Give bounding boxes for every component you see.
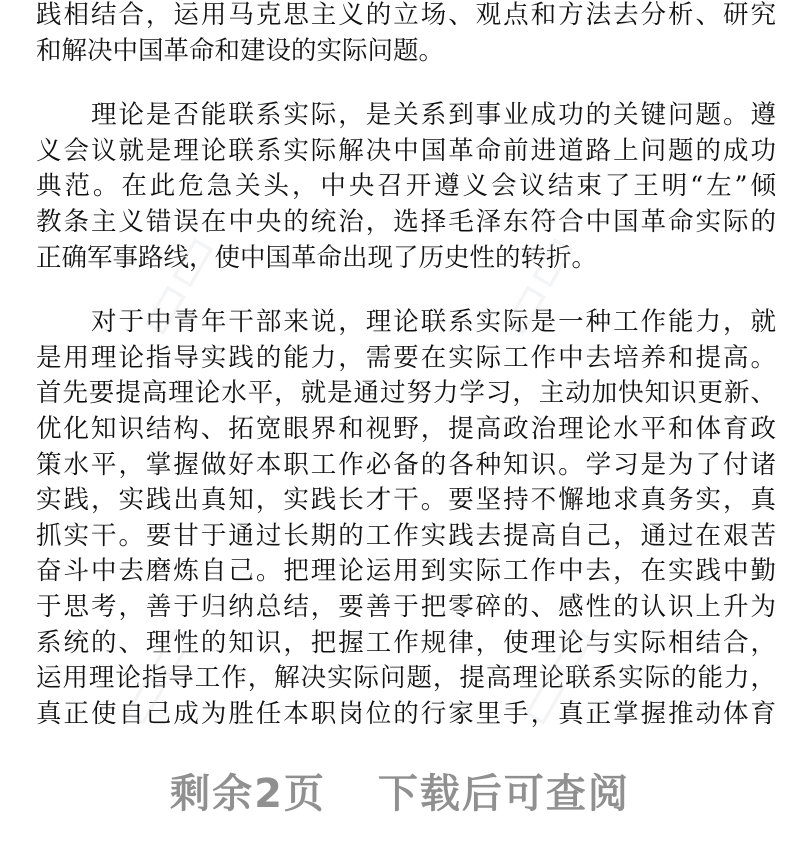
watermark: ▭▭: [97, 609, 212, 739]
text-line: 和解决中国革命和建设的实际问题。: [36, 35, 445, 66]
paragraph-gap: [36, 276, 776, 305]
text-line: 正确军事路线，使中国革命出现了历史性的转折。: [36, 242, 598, 273]
text-line: 策水平，掌握做好本职工作必备的各种知识。学习是为了付诸: [36, 449, 776, 480]
text-line: 优化知识结构、拓宽眼界和视野，提高政治理论水平和体育政: [36, 413, 776, 444]
text-line: 运用理论指导工作，解决实际问题，提高理论联系实际的能力，: [36, 663, 776, 694]
watermark: ▭▭: [477, 219, 592, 349]
text-line: 是用理论指导实践的能力，需要在实际工作中去培养和提高。: [36, 342, 776, 373]
paragraph-gap: [36, 69, 776, 98]
text-line: 理论是否能联系实际，是关系到事业成功的关键问题。遵: [36, 100, 776, 131]
text-line: 系统的、理性的知识，把握工作规律，使理论与实际相结合，: [36, 627, 776, 658]
remaining-pages-label: 剩余2页: [170, 771, 326, 817]
text-line: 典范。在此危急关头，中央召开遵义会议结束了王明“左”倾: [36, 171, 776, 202]
text-line: 实践，实践出真知，实践长才干。要坚持不懈地求真务实，真: [36, 485, 776, 516]
text-line: 对于中青年干部来说，理论联系实际是一种工作能力，就: [36, 307, 776, 338]
document-body: [36, 0, 776, 732]
text-line: 真正使自己成为胜任本职岗位的行家里手，真正掌握推动体育: [36, 698, 776, 729]
text-line: 抓实干。要甘于通过长期的工作实践去提高自己，通过在艰苦: [36, 520, 776, 551]
text-line: 于思考，善于归纳总结，要善于把零碎的、感性的认识上升为: [36, 591, 776, 622]
text-line: 奋斗中去磨炼自己。把理论运用到实际工作中去，在实践中勤: [36, 556, 776, 587]
watermark: ▭▭: [497, 609, 612, 739]
download-prompt[interactable]: [0, 762, 800, 819]
watermark: ▭▭: [117, 219, 232, 349]
text-line: 践相结合，运用马克思主义的立场、观点和方法去分析、研究: [36, 0, 776, 30]
text-line: 教条主义错误在中央的统治，选择毛泽东符合中国革命实际的: [36, 206, 776, 237]
text-line: 义会议就是理论联系实际解决中国革命前进道路上问题的成功: [36, 135, 776, 166]
text-line: 首先要提高理论水平，就是通过努力学习，主动加快知识更新、: [36, 378, 776, 409]
download-to-view-label: 下载后可查阅: [377, 771, 630, 817]
